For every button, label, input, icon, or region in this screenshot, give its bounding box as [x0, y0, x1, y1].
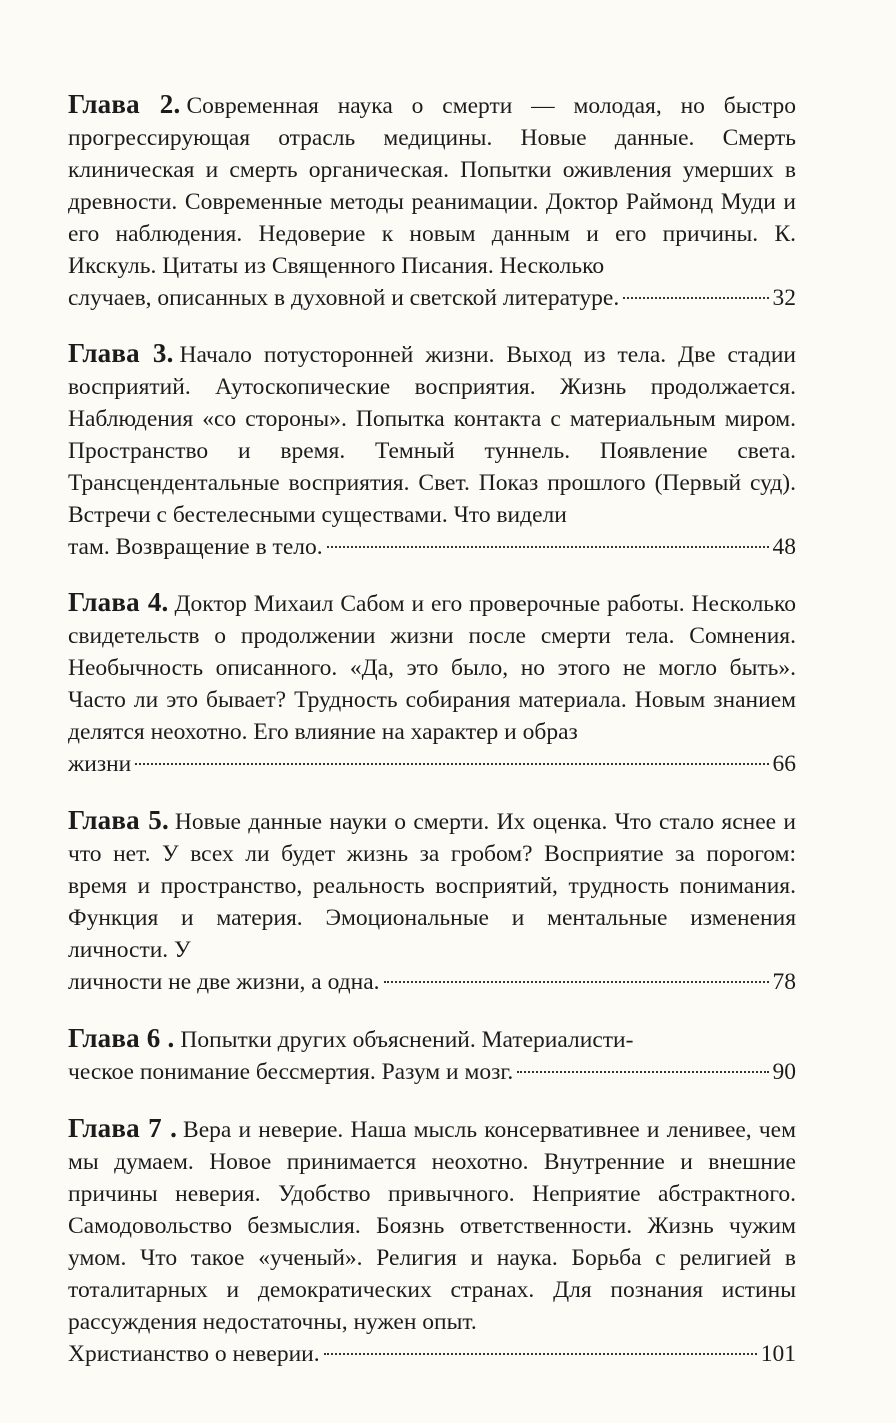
toc-last-line: [68, 1056, 796, 1088]
toc-entry-chapter-4: [68, 586, 796, 780]
chapter-summary-end: случаев, описанных в духовной и светской литературе.: [68, 285, 620, 311]
toc-last-line: [68, 282, 796, 314]
chapter-label: Глава 2.: [68, 89, 181, 119]
dot-leader: [384, 981, 769, 983]
toc-last-line: [68, 966, 796, 998]
toc-entry-chapter-7: [68, 1112, 796, 1370]
chapter-summary: Доктор Михаил Сабом и его проверочные работы. Несколько свидетельств о продолжении жизни после смерти тела. Сомнения. Необычность описанного. «Да, это было, но этого не могло быть». Часто ли это бывает? Трудность собирания материала. Новым знанием делятся неохотно. Его влияние на характер и образ: [68, 591, 796, 745]
toc-last-line: [68, 531, 796, 563]
chapter-summary: Вера и неверие. Наша мысль консервативнее и ленивее, чем мы думаем. Новое принимается неохотно. Внутренние и внешние причины неверия. Удобство привычного. Неприятие абстрактного. Самодовольство безмыслия. Боязнь ответственности. Жизнь чужим умом. Что такое «ученый». Религия и наука. Борьба с религией в тоталитарных и демократических странах. Для познания истины рассуждения недостаточны, нужен опыт.: [68, 1117, 796, 1335]
page-number: 101: [760, 1341, 796, 1367]
page-number: 32: [772, 285, 796, 311]
chapter-summary-end: личности не две жизни, а одна.: [68, 969, 380, 995]
toc-entry-chapter-6: [68, 1022, 796, 1088]
chapter-label: Глава 6 .: [68, 1023, 175, 1053]
chapter-summary-end: ческое понимание бессмертия. Разум и мозг.: [68, 1059, 514, 1085]
toc-last-line: [68, 748, 796, 780]
toc-entry-chapter-3: [68, 337, 796, 563]
dot-leader: [324, 1353, 757, 1355]
chapter-summary-end: там. Возвращение в тело.: [68, 534, 323, 560]
table-of-contents: [68, 88, 796, 1370]
chapter-summary-end: Христианство о неверии.: [68, 1341, 320, 1367]
chapter-summary: Попытки других объяснений. Материалисти-: [180, 1027, 634, 1053]
page-number: 78: [772, 969, 796, 995]
page-number: 66: [772, 751, 796, 777]
chapter-summary-end: жизни: [68, 751, 132, 777]
dot-leader: [135, 763, 768, 765]
chapter-label: Глава 7 .: [68, 1113, 178, 1143]
dot-leader: [327, 546, 769, 548]
page-number: 48: [772, 534, 796, 560]
chapter-summary: Начало потусторонней жизни. Выход из тела. Две стадии восприятий. Аутоскопические восприятия. Жизнь продолжается. Наблюдения «со стороны». Попытка контакта с материальным миром. Пространство и время. Темный туннель. Появление света. Трансцендентальные восприятия. Свет. Показ прошлого (Первый суд). Встречи с бестелесными существами. Что видели: [68, 342, 796, 528]
chapter-summary: Новые данные науки о смерти. Их оценка. Что стало яснее и что нет. У всех ли будет жизнь за гробом? Восприятие за порогом: время и пространство, реальность восприятий, трудность понимания. Функция и материя. Эмоциональные и ментальные изменения личности. У: [68, 809, 796, 963]
chapter-label: Глава 5.: [68, 805, 169, 835]
dot-leader: [623, 297, 768, 299]
chapter-summary: Современная наука о смерти — молодая, но быстро прогрессирующая отрасль медицины. Новые данные. Смерть клиническая и смерть органическая. Попытки оживления умерших в древности. Современные методы реанимации. Доктор Раймонд Муди и его наблюдения. Недоверие к новым данным и его причины. К. Икскуль. Цитаты из Священного Писания. Несколько: [68, 93, 796, 279]
toc-last-line: [68, 1338, 796, 1370]
chapter-label: Глава 3.: [68, 338, 174, 368]
toc-entry-chapter-2: [68, 88, 796, 314]
page-number: 90: [772, 1059, 796, 1085]
chapter-label: Глава 4.: [68, 587, 169, 617]
dot-leader: [517, 1071, 768, 1073]
toc-entry-chapter-5: [68, 804, 796, 998]
